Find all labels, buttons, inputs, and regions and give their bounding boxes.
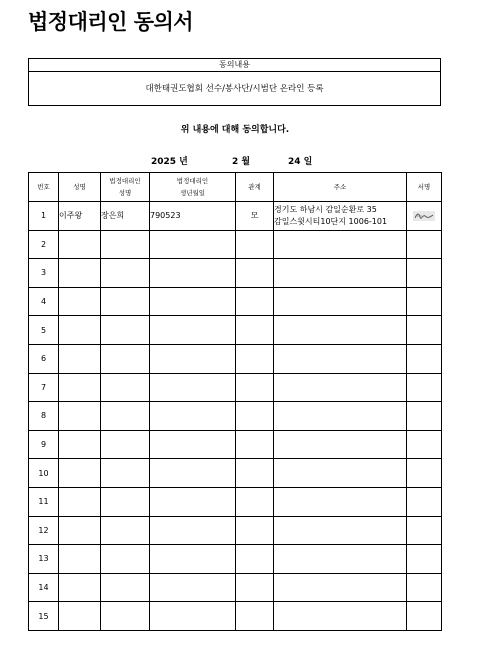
date-month: 2 월	[232, 157, 251, 167]
row-guardian-name[interactable]	[101, 602, 150, 631]
row-relation[interactable]	[236, 430, 274, 459]
row-signature[interactable]	[407, 316, 442, 345]
table-body	[29, 202, 442, 631]
row-number: 9	[29, 430, 59, 459]
row-address[interactable]	[274, 573, 407, 602]
row-number: 13	[29, 545, 59, 574]
header-guardian-name	[101, 173, 150, 202]
row-name[interactable]: 이주왕	[59, 202, 101, 231]
row-number: 12	[29, 516, 59, 545]
row-number: 1	[29, 202, 59, 231]
row-guardian-birth[interactable]	[150, 373, 236, 402]
row-guardian-birth[interactable]	[150, 316, 236, 345]
row-guardian-birth[interactable]	[150, 545, 236, 574]
row-number: 3	[29, 259, 59, 288]
header-address: 주소	[274, 173, 407, 202]
row-relation[interactable]	[236, 316, 274, 345]
row-name[interactable]	[59, 459, 101, 488]
table-row	[29, 259, 442, 288]
agreement-statement: 위 내용에 대해 동의합니다.	[180, 125, 290, 135]
header-signature: 서명	[407, 173, 442, 202]
consent-box	[28, 58, 441, 106]
row-signature[interactable]	[407, 516, 442, 545]
row-relation[interactable]	[236, 344, 274, 373]
row-address[interactable]	[274, 402, 407, 431]
row-name[interactable]	[59, 487, 101, 516]
row-number: 15	[29, 602, 59, 631]
table-row	[29, 373, 442, 402]
header-guardian-birth-line1: 법정대리인	[176, 177, 209, 185]
row-address-line2: 감일스윗시티10단지 1006-101	[274, 216, 388, 226]
row-name[interactable]	[59, 516, 101, 545]
row-number: 8	[29, 402, 59, 431]
row-number: 5	[29, 316, 59, 345]
row-signature[interactable]	[407, 230, 442, 259]
table-row	[29, 344, 442, 373]
row-address[interactable]	[274, 287, 407, 316]
row-guardian-name[interactable]	[101, 487, 150, 516]
row-guardian-name[interactable]	[101, 259, 150, 288]
consent-content: 대한태권도협회 선수/봉사단/시범단 온라인 등록	[145, 84, 324, 94]
date-day: 24 일	[288, 157, 313, 167]
row-number: 11	[29, 487, 59, 516]
row-guardian-birth[interactable]	[150, 430, 236, 459]
row-address[interactable]	[274, 602, 407, 631]
row-name[interactable]	[59, 545, 101, 574]
row-signature[interactable]	[407, 402, 442, 431]
table-row	[29, 430, 442, 459]
row-name[interactable]	[59, 259, 101, 288]
row-address[interactable]	[274, 259, 407, 288]
row-number: 4	[29, 287, 59, 316]
row-number: 7	[29, 373, 59, 402]
row-relation[interactable]	[236, 545, 274, 574]
row-relation[interactable]	[236, 287, 274, 316]
header-guardian-birth	[150, 173, 236, 202]
row-guardian-birth[interactable]	[150, 487, 236, 516]
row-guardian-name[interactable]	[101, 402, 150, 431]
header-guardian-name-line1: 법정대리인	[109, 177, 141, 185]
row-number: 2	[29, 230, 59, 259]
table-row	[29, 602, 442, 631]
document-title: 법정대리인 동의서	[28, 10, 194, 34]
row-name[interactable]	[59, 344, 101, 373]
row-relation[interactable]	[236, 402, 274, 431]
row-guardian-name[interactable]	[101, 516, 150, 545]
row-name[interactable]	[59, 373, 101, 402]
row-relation[interactable]	[236, 487, 274, 516]
row-guardian-name[interactable]	[101, 230, 150, 259]
row-signature[interactable]	[407, 545, 442, 574]
row-name[interactable]	[59, 430, 101, 459]
row-signature[interactable]	[407, 430, 442, 459]
row-guardian-birth[interactable]	[150, 459, 236, 488]
row-address[interactable]	[274, 316, 407, 345]
table-row	[29, 402, 442, 431]
row-guardian-name[interactable]	[101, 430, 150, 459]
row-relation[interactable]	[236, 602, 274, 631]
row-guardian-birth[interactable]	[150, 602, 236, 631]
row-guardian-birth[interactable]	[150, 516, 236, 545]
row-relation[interactable]	[236, 573, 274, 602]
table-row	[29, 516, 442, 545]
row-relation[interactable]	[236, 259, 274, 288]
row-name[interactable]	[59, 402, 101, 431]
row-guardian-birth[interactable]	[150, 259, 236, 288]
row-guardian-name[interactable]	[101, 287, 150, 316]
table-row	[29, 487, 442, 516]
row-number: 10	[29, 459, 59, 488]
row-relation[interactable]	[236, 459, 274, 488]
row-name[interactable]	[59, 316, 101, 345]
consent-heading: 동의내용	[29, 59, 440, 72]
header-guardian-birth-line2: 생년월일	[179, 189, 206, 197]
row-guardian-birth[interactable]	[150, 230, 236, 259]
row-signature[interactable]	[407, 487, 442, 516]
row-signature[interactable]	[407, 287, 442, 316]
row-relation[interactable]	[236, 373, 274, 402]
row-address[interactable]	[274, 230, 407, 259]
row-address[interactable]	[274, 487, 407, 516]
row-signature[interactable]	[407, 202, 442, 231]
row-signature[interactable]	[407, 602, 442, 631]
row-guardian-name[interactable]	[101, 344, 150, 373]
row-name[interactable]	[59, 573, 101, 602]
row-relation[interactable]	[236, 230, 274, 259]
signature-image	[413, 211, 435, 221]
table-row	[29, 230, 442, 259]
table-row	[29, 202, 442, 231]
row-address[interactable]	[274, 373, 407, 402]
row-guardian-name[interactable]	[101, 373, 150, 402]
header-relation: 관계	[236, 173, 274, 202]
row-address[interactable]	[274, 344, 407, 373]
row-name[interactable]	[59, 287, 101, 316]
row-signature[interactable]	[407, 373, 442, 402]
date-year: 2025 년	[151, 157, 188, 167]
table-row	[29, 316, 442, 345]
row-guardian-name[interactable]	[101, 545, 150, 574]
row-guardian-name[interactable]: 장은희	[101, 202, 150, 231]
row-name[interactable]	[59, 230, 101, 259]
row-signature[interactable]	[407, 573, 442, 602]
guardian-table	[28, 172, 442, 631]
row-guardian-name[interactable]	[101, 316, 150, 345]
row-guardian-name[interactable]	[101, 459, 150, 488]
header-guardian-name-line2: 성명	[118, 189, 132, 197]
header-no: 번호	[29, 173, 59, 202]
table-row	[29, 287, 442, 316]
row-number: 6	[29, 344, 59, 373]
row-relation[interactable]	[236, 516, 274, 545]
row-guardian-birth[interactable]	[150, 344, 236, 373]
table-row	[29, 545, 442, 574]
row-address[interactable]	[274, 430, 407, 459]
table-row	[29, 573, 442, 602]
row-name[interactable]	[59, 602, 101, 631]
row-address[interactable]	[274, 202, 407, 231]
row-address[interactable]	[274, 516, 407, 545]
row-address-line1: 경기도 하남시 감일순환로 35	[274, 204, 377, 214]
row-number: 14	[29, 573, 59, 602]
row-signature[interactable]	[407, 459, 442, 488]
row-address[interactable]	[274, 459, 407, 488]
row-guardian-name[interactable]	[101, 573, 150, 602]
table-row	[29, 459, 442, 488]
row-signature[interactable]	[407, 344, 442, 373]
row-guardian-birth[interactable]	[150, 573, 236, 602]
row-signature[interactable]	[407, 259, 442, 288]
row-guardian-birth[interactable]	[150, 287, 236, 316]
table-header-row	[29, 173, 442, 202]
row-address[interactable]	[274, 545, 407, 574]
header-name: 성명	[59, 173, 101, 202]
row-guardian-birth[interactable]: 790523	[150, 202, 236, 231]
row-guardian-birth[interactable]	[150, 402, 236, 431]
row-relation[interactable]: 모	[236, 202, 274, 231]
